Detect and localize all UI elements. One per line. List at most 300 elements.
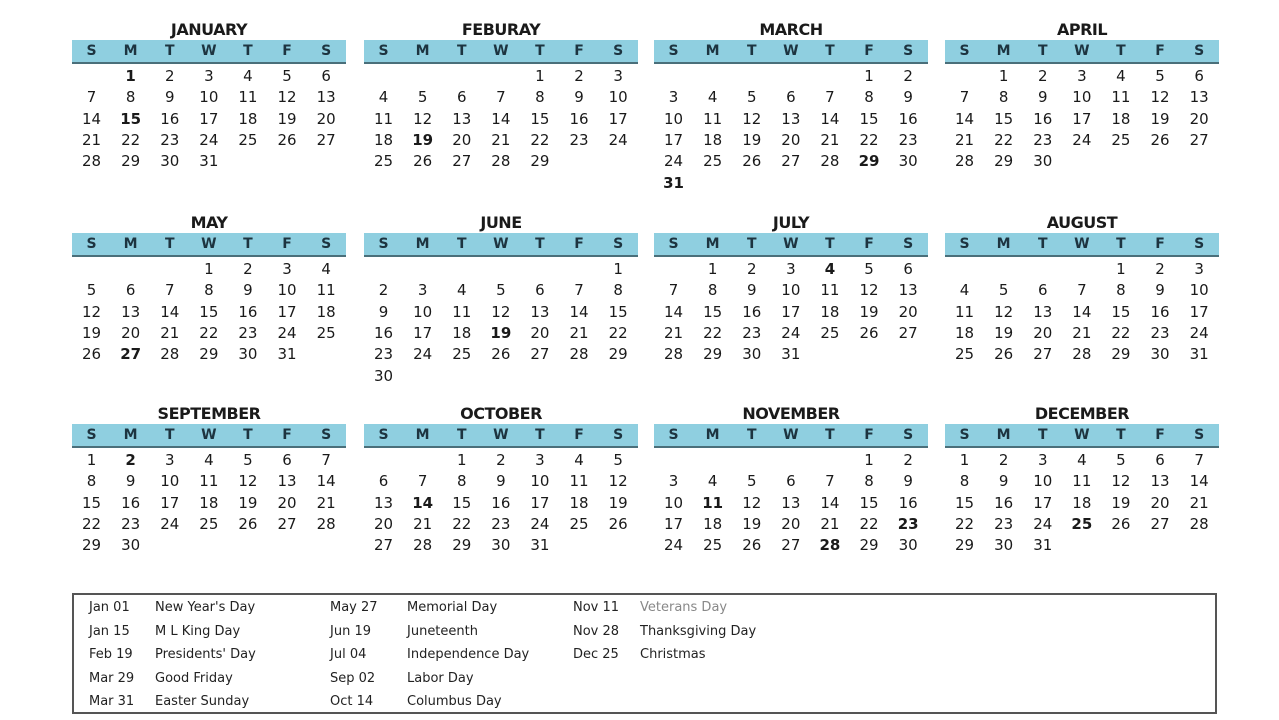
weekday-label: W	[493, 236, 509, 252]
day-cell: 4	[707, 472, 718, 491]
weekday-label: T	[825, 427, 835, 443]
day-cell: 5	[282, 67, 292, 85]
day-cell: 19	[742, 514, 762, 533]
day-cell: 11	[316, 281, 336, 300]
day-cell: 6	[786, 88, 796, 107]
weekday-label: F	[574, 43, 584, 59]
day-cell: 23	[569, 130, 589, 149]
day-cell: 4	[378, 88, 389, 107]
day-cell: 25	[374, 152, 394, 171]
holiday-name: Veterans Day	[640, 600, 728, 615]
day-cell: 30	[994, 536, 1014, 555]
weekday-label: S	[903, 427, 914, 443]
day-cell: 24	[1189, 323, 1209, 342]
holiday-day-cell: 2	[125, 451, 136, 469]
day-cell: 19	[1111, 493, 1131, 512]
day-cell: 3	[204, 67, 214, 85]
day-cell: 31	[530, 536, 550, 555]
day-cell: 28	[955, 152, 975, 171]
day-cell: 11	[955, 302, 975, 321]
day-cell: 30	[1033, 152, 1053, 171]
day-cell: 9	[378, 302, 389, 321]
day-cell: 13	[1033, 302, 1053, 321]
day-cell: 1	[456, 451, 467, 469]
holiday-day-cell: 1	[125, 67, 136, 85]
weekday-header	[72, 233, 346, 257]
holiday-name: Labor Day	[407, 670, 474, 686]
day-cell: 6	[456, 88, 467, 107]
month-title: MARCH	[759, 20, 823, 39]
weekday-header	[72, 424, 346, 448]
weekday-label: S	[959, 427, 970, 443]
day-cell: 25	[703, 536, 723, 555]
day-cell: 18	[955, 323, 975, 342]
day-cell: 2	[1155, 260, 1165, 278]
holiday-name: Memorial Day	[407, 600, 498, 615]
weekday-header	[945, 40, 1219, 64]
day-cell: 20	[121, 323, 141, 342]
day-cell: 7	[1077, 281, 1087, 300]
day-cell: 19	[277, 109, 297, 128]
holiday-name: Good Friday	[155, 670, 233, 686]
day-cell: 27	[1189, 130, 1209, 149]
weekday-label: T	[164, 43, 175, 59]
day-cell: 17	[608, 109, 628, 128]
weekday-label: T	[825, 236, 835, 252]
weekday-label: S	[378, 427, 389, 443]
day-cell: 22	[452, 514, 472, 533]
day-cell: 26	[994, 345, 1014, 364]
weekday-label: W	[1074, 427, 1090, 443]
weekday-label: M	[123, 43, 138, 59]
day-cell: 9	[746, 281, 757, 300]
month-title: OCTOBER	[460, 404, 542, 423]
day-cell: 25	[452, 345, 472, 364]
day-cell: 12	[859, 281, 879, 300]
weekday-label: M	[996, 236, 1011, 252]
day-cell: 23	[160, 130, 180, 149]
weekday-label: T	[1037, 236, 1048, 252]
weekday-label: M	[415, 236, 430, 252]
day-cell: 11	[374, 109, 394, 128]
day-cell: 28	[1189, 514, 1209, 533]
day-cell: 13	[781, 493, 801, 512]
weekday-header	[654, 40, 928, 64]
day-cell: 10	[664, 109, 684, 128]
day-cell: 14	[1072, 302, 1092, 321]
day-cell: 20	[898, 302, 918, 321]
weekday-header	[364, 424, 638, 448]
day-cell: 21	[491, 130, 511, 149]
weekday-label: M	[123, 427, 138, 443]
day-cell: 19	[238, 493, 258, 512]
day-cell: 12	[994, 302, 1014, 321]
day-cell: 28	[664, 345, 684, 364]
day-cell: 28	[82, 152, 102, 171]
day-cell: 10	[664, 493, 684, 512]
day-cell: 5	[998, 281, 1009, 300]
holiday-day-cell: 4	[824, 260, 836, 278]
day-cell: 18	[374, 130, 394, 149]
day-cell: 29	[703, 345, 723, 364]
day-cell: 17	[1189, 302, 1209, 321]
day-cell: 13	[530, 302, 550, 321]
day-cell: 25	[1111, 130, 1131, 149]
weekday-label: F	[282, 427, 292, 443]
day-cell: 17	[1033, 493, 1053, 512]
day-cell: 15	[608, 302, 628, 321]
day-cell: 3	[668, 472, 679, 491]
day-cell: 17	[664, 514, 684, 533]
day-cell: 26	[82, 345, 102, 364]
day-cell: 16	[238, 302, 258, 321]
day-cell: 14	[664, 302, 684, 321]
day-cell: 11	[1072, 472, 1092, 491]
day-cell: 4	[456, 281, 467, 300]
day-cell: 7	[86, 88, 97, 107]
day-cell: 23	[994, 514, 1014, 533]
weekday-label: F	[574, 236, 584, 252]
day-cell: 22	[82, 514, 102, 533]
day-cell: 6	[1194, 67, 1204, 85]
weekday-label: F	[1155, 236, 1165, 252]
day-cell: 22	[859, 130, 879, 149]
day-cell: 30	[1150, 345, 1170, 364]
day-cell: 5	[864, 260, 874, 278]
weekday-label: T	[746, 43, 757, 59]
day-cell: 15	[859, 109, 879, 128]
day-cell: 13	[452, 109, 472, 128]
day-cell: 29	[1111, 345, 1131, 364]
day-cell: 20	[1150, 493, 1170, 512]
day-cell: 30	[742, 345, 762, 364]
day-cell: 21	[955, 130, 975, 149]
day-cell: 24	[199, 130, 219, 149]
day-cell: 15	[703, 302, 723, 321]
day-cell: 6	[535, 281, 545, 300]
holiday-date: Dec 25	[573, 647, 619, 662]
day-cell: 12	[1111, 472, 1131, 491]
month-title: JULY	[772, 213, 810, 232]
day-cell: 8	[613, 281, 623, 300]
holiday-date: Jul 04	[330, 647, 367, 662]
day-cell: 16	[1150, 302, 1170, 321]
day-cell: 6	[125, 281, 136, 300]
weekday-label: F	[864, 43, 874, 59]
day-cell: 16	[121, 493, 141, 512]
weekday-label: T	[535, 43, 545, 59]
day-cell: 12	[742, 493, 762, 512]
day-cell: 21	[413, 514, 433, 533]
day-cell: 20	[316, 109, 336, 128]
day-cell: 31	[277, 345, 297, 364]
day-cell: 17	[277, 302, 297, 321]
day-cell: 30	[160, 152, 180, 171]
day-cell: 27	[898, 323, 918, 342]
day-cell: 10	[160, 472, 180, 491]
weekday-label: T	[1116, 43, 1126, 59]
day-cell: 16	[898, 493, 918, 512]
day-cell: 1	[959, 451, 970, 469]
day-cell: 7	[825, 88, 835, 107]
day-cell: 19	[1150, 109, 1170, 128]
day-cell: 12	[413, 109, 433, 128]
day-cell: 15	[955, 493, 975, 512]
day-cell: 10	[199, 88, 219, 107]
weekday-label: S	[613, 236, 624, 252]
day-cell: 27	[452, 152, 472, 171]
day-cell: 2	[496, 451, 506, 469]
day-cell: 5	[746, 472, 757, 491]
day-cell: 9	[496, 472, 506, 491]
day-cell: 3	[613, 67, 623, 85]
day-cell: 22	[1111, 323, 1131, 342]
day-cell: 26	[413, 152, 433, 171]
weekday-header	[364, 40, 638, 64]
day-cell: 22	[199, 323, 219, 342]
day-cell: 12	[277, 88, 297, 107]
day-cell: 30	[898, 152, 918, 171]
day-cell: 4	[574, 451, 584, 469]
day-cell: 18	[452, 323, 472, 342]
day-cell: 5	[496, 281, 506, 300]
day-cell: 15	[530, 109, 550, 128]
day-cell: 8	[204, 281, 214, 300]
day-cell: 24	[530, 514, 550, 533]
day-cell: 8	[86, 472, 97, 491]
weekday-label: S	[959, 43, 970, 59]
day-cell: 9	[903, 472, 913, 491]
day-cell: 3	[535, 451, 545, 469]
day-cell: 29	[452, 536, 472, 555]
day-cell: 30	[898, 536, 918, 555]
day-cell: 9	[243, 281, 253, 300]
day-cell: 26	[1111, 514, 1131, 533]
weekday-label: S	[86, 427, 97, 443]
day-cell: 11	[199, 472, 219, 491]
day-cell: 13	[1189, 88, 1209, 107]
month-title: JUNE	[480, 213, 522, 232]
day-cell: 15	[1111, 302, 1131, 321]
day-cell: 3	[1077, 67, 1087, 85]
day-cell: 15	[199, 302, 219, 321]
day-cell: 26	[742, 536, 762, 555]
day-cell: 18	[703, 130, 723, 149]
day-cell: 14	[82, 109, 102, 128]
day-cell: 3	[786, 260, 796, 278]
holiday-date: May 27	[330, 600, 378, 615]
day-cell: 17	[199, 109, 219, 128]
day-cell: 6	[1037, 281, 1048, 300]
day-cell: 11	[1111, 88, 1131, 107]
day-cell: 14	[955, 109, 975, 128]
day-cell: 26	[608, 514, 628, 533]
day-cell: 14	[491, 109, 511, 128]
day-cell: 4	[243, 67, 253, 85]
holiday-name: M L King Day	[155, 623, 241, 639]
day-cell: 22	[121, 130, 141, 149]
weekday-label: W	[493, 427, 509, 443]
holiday-day-cell: 27	[120, 345, 142, 364]
day-cell: 10	[277, 281, 297, 300]
weekday-label: S	[959, 236, 970, 252]
weekday-header	[654, 233, 928, 257]
day-cell: 3	[164, 451, 175, 469]
day-cell: 18	[703, 514, 723, 533]
day-cell: 21	[316, 493, 336, 512]
holiday-date: Mar 31	[89, 694, 135, 709]
holiday-date: Jan 01	[89, 600, 130, 615]
day-cell: 25	[955, 345, 975, 364]
day-cell: 29	[955, 536, 975, 555]
weekday-label: F	[864, 236, 874, 252]
day-cell: 8	[998, 88, 1009, 107]
day-cell: 20	[530, 323, 550, 342]
day-cell: 14	[820, 109, 840, 128]
weekday-label: T	[1116, 427, 1126, 443]
day-cell: 13	[277, 472, 297, 491]
day-cell: 13	[121, 302, 141, 321]
day-cell: 13	[781, 109, 801, 128]
day-cell: 20	[277, 493, 297, 512]
day-cell: 27	[1033, 345, 1053, 364]
day-cell: 23	[898, 130, 918, 149]
day-cell: 24	[160, 514, 180, 533]
month-title: JANUARY	[170, 20, 248, 39]
day-cell: 10	[413, 302, 433, 321]
day-cell: 29	[199, 345, 219, 364]
weekday-label: M	[705, 236, 720, 252]
day-cell: 12	[608, 472, 628, 491]
weekday-label: S	[1194, 236, 1205, 252]
day-cell: 7	[825, 472, 835, 491]
day-cell: 7	[668, 281, 679, 300]
day-cell: 19	[82, 323, 102, 342]
day-cell: 17	[160, 493, 180, 512]
holiday-day-cell: 19	[412, 130, 434, 149]
day-cell: 15	[452, 493, 472, 512]
day-cell: 17	[413, 323, 433, 342]
weekday-label: T	[243, 236, 253, 252]
weekday-header	[72, 40, 346, 64]
day-cell: 6	[786, 472, 796, 491]
weekday-label: T	[825, 43, 835, 59]
day-cell: 24	[1072, 130, 1092, 149]
day-cell: 7	[959, 88, 970, 107]
day-cell: 7	[496, 88, 506, 107]
day-cell: 2	[903, 67, 913, 85]
weekday-label: T	[164, 427, 175, 443]
day-cell: 16	[898, 109, 918, 128]
weekday-label: T	[456, 236, 467, 252]
holiday-date: Nov 28	[573, 623, 620, 639]
weekday-label: T	[746, 427, 757, 443]
day-cell: 20	[374, 514, 394, 533]
weekday-label: F	[864, 427, 874, 443]
weekday-label: S	[86, 236, 97, 252]
holiday-date: Feb 19	[89, 647, 133, 662]
day-cell: 23	[491, 514, 511, 533]
holiday-day-cell: 23	[897, 514, 919, 533]
holiday-date: Jan 15	[89, 623, 130, 639]
day-cell: 18	[199, 493, 219, 512]
weekday-label: T	[456, 427, 467, 443]
day-cell: 26	[1150, 130, 1170, 149]
day-cell: 6	[903, 260, 913, 278]
day-cell: 11	[703, 109, 723, 128]
day-cell: 8	[864, 88, 874, 107]
day-cell: 1	[864, 451, 874, 469]
holiday-name: Juneteenth	[407, 623, 478, 639]
day-cell: 11	[569, 472, 589, 491]
day-cell: 27	[1150, 514, 1170, 533]
day-cell: 1	[707, 260, 718, 278]
weekday-label: T	[164, 236, 175, 252]
day-cell: 17	[1072, 109, 1092, 128]
day-cell: 29	[121, 152, 141, 171]
day-cell: 28	[820, 152, 840, 171]
day-cell: 13	[898, 281, 918, 300]
day-cell: 12	[82, 302, 102, 321]
day-cell: 23	[1150, 323, 1170, 342]
day-cell: 19	[608, 493, 628, 512]
day-cell: 9	[125, 472, 136, 491]
day-cell: 12	[742, 109, 762, 128]
day-cell: 27	[316, 130, 336, 149]
day-cell: 10	[530, 472, 550, 491]
day-cell: 16	[742, 302, 762, 321]
day-cell: 23	[121, 514, 141, 533]
day-cell: 1	[86, 451, 97, 469]
day-cell: 21	[569, 323, 589, 342]
weekday-label: W	[783, 236, 799, 252]
day-cell: 19	[859, 302, 879, 321]
day-cell: 16	[160, 109, 180, 128]
day-cell: 22	[530, 130, 550, 149]
day-cell: 3	[1037, 451, 1048, 469]
holiday-day-cell: 28	[819, 536, 841, 555]
weekday-label: S	[321, 427, 332, 443]
day-cell: 28	[160, 345, 180, 364]
weekday-label: M	[705, 427, 720, 443]
weekday-label: F	[1155, 43, 1165, 59]
day-cell: 9	[164, 88, 175, 107]
day-cell: 10	[781, 281, 801, 300]
weekday-label: T	[1037, 43, 1048, 59]
day-cell: 9	[903, 88, 913, 107]
weekday-label: M	[123, 236, 138, 252]
day-cell: 27	[781, 536, 801, 555]
day-cell: 18	[820, 302, 840, 321]
weekday-label: S	[1194, 43, 1205, 59]
day-cell: 28	[316, 514, 336, 533]
day-cell: 5	[746, 88, 757, 107]
holiday-day-cell: 29	[858, 152, 880, 171]
day-cell: 26	[491, 345, 511, 364]
day-cell: 20	[452, 130, 472, 149]
day-cell: 3	[668, 88, 679, 107]
day-cell: 22	[608, 323, 628, 342]
weekday-label: S	[668, 427, 679, 443]
day-cell: 23	[1033, 130, 1053, 149]
day-cell: 22	[703, 323, 723, 342]
holiday-day-cell: 14	[412, 493, 434, 512]
day-cell: 27	[277, 514, 297, 533]
day-cell: 22	[994, 130, 1014, 149]
day-cell: 26	[742, 152, 762, 171]
weekday-label: M	[415, 427, 430, 443]
day-cell: 1	[998, 67, 1009, 85]
